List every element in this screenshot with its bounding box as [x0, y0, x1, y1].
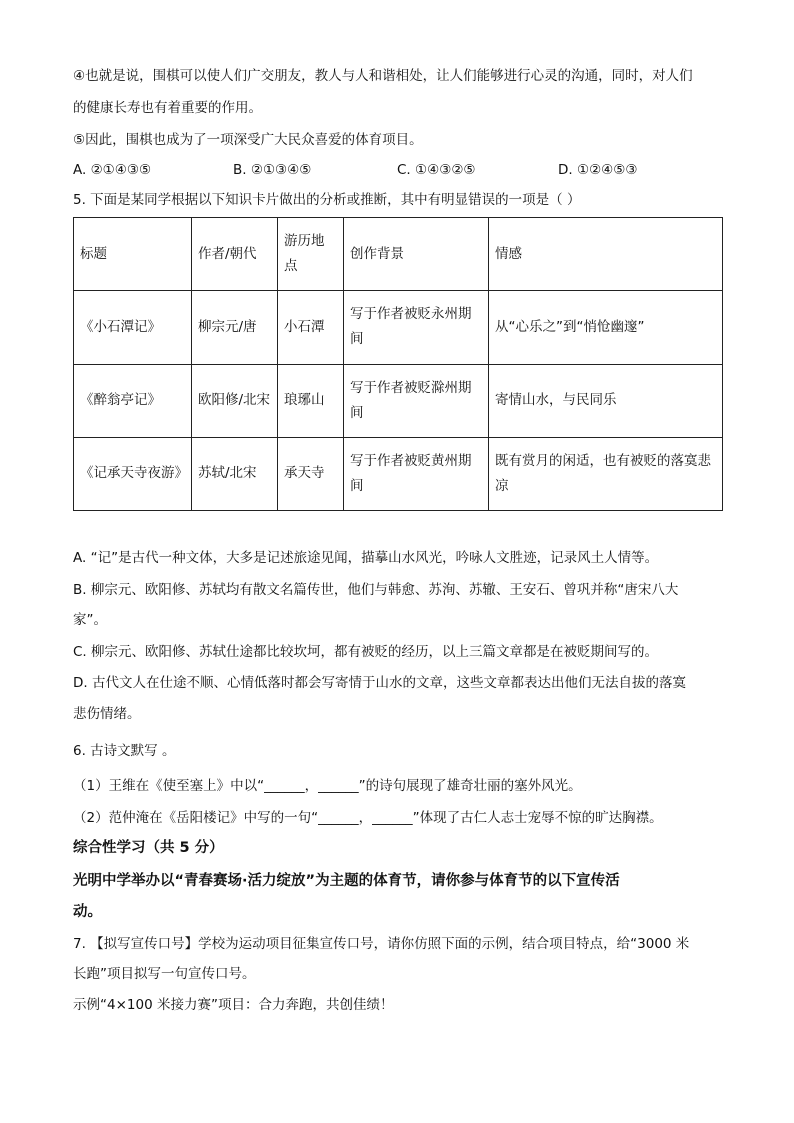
q4-item5: ⑤因此，围棋也成为了一项深受广大民众喜爱的体育项目。 — [73, 132, 423, 148]
section-intro-line2: 动。 — [73, 904, 102, 920]
q5-option-b-line2: 家”。 — [73, 612, 107, 628]
table-cell: 承天寺 — [278, 437, 344, 510]
table-cell: 写于作者被贬滁州期间 — [344, 364, 489, 437]
q5-stem: 5. 下面是某同学根据以下知识卡片做出的分析或推断，其中有明显错误的一项是（ ） — [73, 192, 581, 208]
table-cell: 小石潭 — [278, 291, 344, 364]
q5-option-a: A. “记”是古代一种文体，大多是记述旅途见闻，描摹山水风光，吟咏人文胜迹，记录风土人情等。 — [73, 550, 659, 566]
table-header-cell: 情感 — [489, 218, 723, 291]
q4-item4-line2: 的健康长寿也有着重要的作用。 — [73, 100, 262, 116]
q4-option-d: D. ①②④⑤③ — [558, 162, 638, 178]
q6-item1: （1）王维在《使至塞上》中以“______，______”的诗句展现了雄奇壮丽的塞外风光。 — [73, 778, 582, 794]
table-cell: 琅琊山 — [278, 364, 344, 437]
table-header-cell: 创作背景 — [344, 218, 489, 291]
table-cell: 《记承天寺夜游》 — [74, 437, 192, 510]
table-cell: 欧阳修/北宋 — [192, 364, 278, 437]
q7-line1: 7. 【拟写宣传口号】学校为运动项目征集宣传口号，请你仿照下面的示例，结合项目特点，给“3000 米 — [73, 936, 690, 952]
table-row — [74, 364, 723, 437]
q4-option-c: C. ①④③②⑤ — [397, 162, 476, 178]
q6-stem: 6. 古诗文默写 。 — [73, 743, 176, 759]
table-header-row — [74, 218, 723, 291]
table-header-cell: 游历地点 — [278, 218, 344, 291]
q5-option-c: C. 柳宗元、欧阳修、苏轼仕途都比较坎坷，都有被贬的经历，以上三篇文章都是在被贬期间写的。 — [73, 644, 659, 660]
table-header-cell: 标题 — [74, 218, 192, 291]
table-cell: 《醉翁亭记》 — [74, 364, 192, 437]
table-cell: 寄情山水，与民同乐 — [489, 364, 723, 437]
q4-option-a: A. ②①④③⑤ — [73, 162, 152, 178]
q5-option-b-line1: B. 柳宗元、欧阳修、苏轼均有散文名篇传世，他们与韩愈、苏洵、苏辙、王安石、曾巩并称“唐宋八大 — [73, 582, 679, 598]
table-cell: 写于作者被贬黄州期间 — [344, 437, 489, 510]
q7-line2: 长跑”项目拟写一句宣传口号。 — [73, 966, 256, 982]
section-title: 综合性学习（共 5 分） — [73, 840, 224, 856]
q4-item4-line1: ④也就是说，围棋可以使人们广交朋友，教人与人和谐相处，让人们能够进行心灵的沟通，同时，对人们 — [73, 68, 693, 84]
table-cell: 既有赏月的闲适，也有被贬的落寞悲凉 — [489, 437, 723, 510]
table-cell: 《小石潭记》 — [74, 291, 192, 364]
table-cell: 苏轼/北宋 — [192, 437, 278, 510]
section-intro-line1: 光明中学举办以“青春赛场·活力绽放”为主题的体育节，请你参与体育节的以下宣传活 — [73, 873, 620, 889]
table-cell: 柳宗元/唐 — [192, 291, 278, 364]
table-cell: 从“心乐之”到“悄怆幽邃” — [489, 291, 723, 364]
q7-example: 示例“4×100 米接力赛”项目：合力奔跑，共创佳绩！ — [73, 997, 394, 1013]
q5-option-d-line1: D. 古代文人在仕途不顺、心情低落时都会写寄情于山水的文章，这些文章都表达出他们无法自拔的落寞 — [73, 675, 686, 691]
table-row — [74, 291, 723, 364]
table-header-cell: 作者/朝代 — [192, 218, 278, 291]
table-cell: 写于作者被贬永州期间 — [344, 291, 489, 364]
table-row — [74, 437, 723, 510]
knowledge-card-table — [73, 217, 723, 511]
q5-option-d-line2: 悲伤情绪。 — [73, 706, 141, 722]
q6-item2: （2）范仲淹在《岳阳楼记》中写的一句“______，______”体现了古仁人志士宠辱不惊的旷达胸襟。 — [73, 810, 663, 826]
q4-option-b: B. ②①③④⑤ — [233, 162, 312, 178]
